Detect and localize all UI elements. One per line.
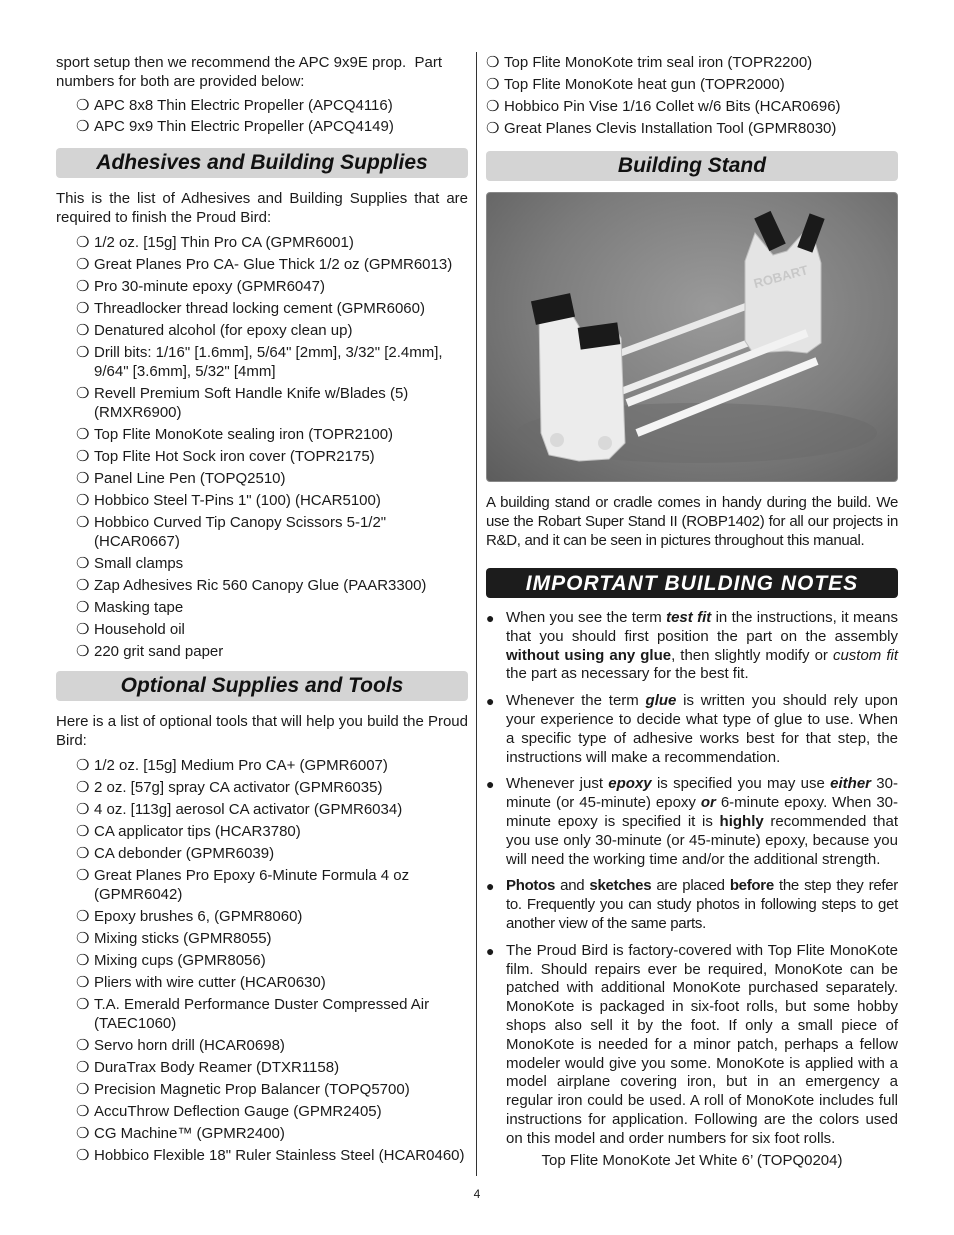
list-item: ❍ Hobbico Steel T-Pins 1" (100) (HCAR5100) [76,492,381,509]
list-item: ❍ 1/2 oz. [15g] Thin Pro CA (GPMR6001) [76,234,354,251]
list-item: ❍ Great Planes Pro Epoxy 6-Minute Formula 4 oz (GPMR6042) [76,867,410,903]
important-notes-heading: IMPORTANT BUILDING NOTES [486,568,898,598]
list-item: ● Photos and sketches are placed before the step they refer to. Frequently you can study photos in following steps to get another view of the same parts. [486,877,898,932]
optional-list [56,756,468,1165]
list-item: ● Whenever just epoxy is specified you may use either 30-minute (or 45-minute) epoxy or 6-minute epoxy. When 30-minute epoxy is specified it is highly recommended that you use only 30-minute (or 45-minute) epoxy, because you will need the working time and/or the additional strength. [486,775,898,868]
intro-line-2: numbers for both are provided below: [56,73,305,90]
adhesives-heading: Adhesives and Building Supplies [56,148,468,178]
list-item: ❍ Top Flite MonoKote heat gun (TOPR2000) [486,76,785,93]
list-item: ❍ AccuThrow Deflection Gauge (GPMR2405) [76,1103,382,1120]
monokote-color-line: Top Flite MonoKote Jet White 6’ (TOPQ0204) [541,1152,843,1169]
checkbox-icon: ❍ [76,823,90,840]
checkbox-icon: ❍ [76,117,90,135]
checkbox-icon: ❍ [76,974,90,991]
list-item: ❍ Epoxy brushes 6, (GPMR8060) [76,908,303,925]
stand-knob [598,436,612,450]
adhesives-intro: This is the list of Adhesives and Building Supplies that are required to finish the Proud Bird: [56,190,468,226]
checkbox-icon: ❍ [76,426,90,443]
adhesives-list [56,233,468,661]
checkbox-icon: ❍ [76,1147,90,1164]
building-stand-heading: Building Stand [486,151,898,181]
checkbox-icon: ❍ [76,234,90,251]
page-number: 4 [473,1187,481,1201]
checkbox-icon: ❍ [76,801,90,818]
list-item: ❍ Great Planes Pro CA- Glue Thick 1/2 oz (GPMR6013) [76,256,453,273]
checkbox-icon: ❍ [76,97,90,114]
list-item: ❍ CG Machine™ (GPMR2400) [76,1125,285,1142]
checkbox-icon: ❍ [76,621,90,638]
checkbox-icon: ❍ [76,1081,90,1098]
checkbox-icon: ❍ [76,322,90,339]
checkbox-icon: ❍ [76,514,90,531]
intro-line-1: sport setup then we recommend the APC 9x9E prop. Part [56,54,443,71]
bullet-icon: ● [486,610,495,626]
list-item: ❍ DuraTrax Body Reamer (DTXR1158) [76,1059,340,1076]
list-item: ❍ CA applicator tips (HCAR3780) [76,823,301,840]
list-item: ❍ 4 oz. [113g] aerosol CA activator (GPMR6034) [76,801,403,818]
list-item: ❍ Masking tape [76,599,184,616]
checkbox-icon: ❍ [76,643,90,660]
list-item: ❍ Hobbico Curved Tip Canopy Scissors 5-1/2" (HCAR0667) [76,514,387,550]
list-item: ❍ Pro 30-minute epoxy (GPMR6047) [76,278,325,295]
list-item: ❍ Pliers with wire cutter (HCAR0630) [76,974,326,991]
list-item: ❍ 2 oz. [57g] spray CA activator (GPMR6035) [76,779,383,796]
checkbox-icon: ❍ [76,577,90,594]
list-item: ❍ Top Flite Hot Sock iron cover (TOPR2175) [76,448,375,465]
list-item: ❍ Top Flite MonoKote trim seal iron (TOPR2200) [486,54,813,71]
important-notes-list [486,609,898,1149]
list-item: ❍ Zap Adhesives Ric 560 Canopy Glue (PAAR3300) [76,577,427,594]
propeller-list [56,96,468,137]
checkbox-icon: ❍ [76,448,90,465]
bullet-icon: ● [486,776,495,793]
checkbox-icon: ❍ [76,757,90,774]
column-divider [476,52,477,1176]
building-stand-caption: A building stand or cradle comes in handy during the build. We use the Robart Super Stand II (ROBP1402) for all our projects in R&D, and it can be seen in pictures throughout this manual. [486,494,898,549]
bullet-icon: ● [486,878,495,895]
checkbox-icon: ❍ [486,120,500,137]
intro-paragraph [56,53,468,91]
checkbox-icon: ❍ [76,599,90,616]
stand-knob [550,433,564,447]
checkbox-icon: ❍ [76,1037,90,1054]
checkbox-icon: ❍ [76,470,90,487]
optional-heading: Optional Supplies and Tools [56,671,468,701]
list-item: ❍ Great Planes Clevis Installation Tool (GPMR8030) [486,120,837,137]
stand-brand-text: ROBART [752,262,810,292]
list-item: ❍ Hobbico Flexible 18" Ruler Stainless Steel (HCAR0460) [76,1147,465,1164]
bullet-icon: ● [486,693,495,710]
list-item: ❍ APC 9x9 Thin Electric Propeller (APCQ4149) [56,117,468,138]
checkbox-icon: ❍ [76,952,90,969]
list-item: ❍ Precision Magnetic Prop Balancer (TOPQ5700) [76,1081,410,1098]
list-item: ❍ Panel Line Pen (TOPQ2510) [76,470,286,487]
checkbox-icon: ❍ [76,1125,90,1142]
checkbox-icon: ❍ [76,779,90,796]
building-stand-photo [486,192,898,482]
checkbox-icon: ❍ [76,300,90,317]
list-item: ❍ Servo horn drill (HCAR0698) [76,1037,285,1054]
checkbox-icon: ❍ [76,1103,90,1120]
tools-list [486,53,898,138]
list-item: ❍ Household oil [76,621,185,638]
list-item: ❍ Hobbico Pin Vise 1/16 Collet w/6 Bits (HCAR0696) [486,98,841,115]
list-item: ❍ Denatured alcohol (for epoxy clean up) [76,322,353,339]
list-item: ❍ Drill bits: 1/16" [1.6mm], 5/64" [2mm], 3/32" [2.4mm], 9/64" [3.6mm], 5/32" [4mm] [76,344,443,380]
optional-intro: Here is a list of optional tools that will help you build the Proud Bird: [56,713,468,749]
list-item: ❍ 220 grit sand paper [76,643,224,660]
list-item: ● Whenever the term glue is written you should rely upon your experience to decide what type of glue to use. When a specific type of adhesive works best for that step, the instructions will make a recommendation. [486,692,898,766]
checkbox-icon: ❍ [76,845,90,862]
list-item: ❍ Revell Premium Soft Handle Knife w/Blades (5) (RMXR6900) [76,385,409,421]
list-item: ❍ Top Flite MonoKote sealing iron (TOPR2100) [76,426,394,443]
checkbox-icon: ❍ [76,908,90,925]
list-item: ❍ APC 8x8 Thin Electric Propeller (APCQ4116) [56,96,468,117]
checkbox-icon: ❍ [486,98,500,115]
checkbox-icon: ❍ [76,867,90,884]
checkbox-icon: ❍ [486,76,500,93]
checkbox-icon: ❍ [76,278,90,295]
list-item: ❍ T.A. Emerald Performance Duster Compressed Air (TAEC1060) [76,996,430,1032]
checkbox-icon: ❍ [76,930,90,947]
list-item: ❍ Mixing cups (GPMR8056) [76,952,266,969]
list-item: ● When you see the term test fit in the instructions, it means that you should first position the part on the assembly without using any glue, then slightly modify or custom fit the part as necessary for the best fit. [486,609,898,683]
list-item: ❍ CA debonder (GPMR6039) [76,845,275,862]
list-item: ❍ Mixing sticks (GPMR8055) [76,930,272,947]
checkbox-icon: ❍ [76,996,90,1013]
checkbox-icon: ❍ [76,1059,90,1076]
checkbox-icon: ❍ [486,54,500,71]
building-stand-illustration [487,193,897,481]
checkbox-icon: ❍ [76,256,90,273]
checkbox-icon: ❍ [76,555,90,572]
list-item: ● The Proud Bird is factory-covered with Top Flite MonoKote film. Should repairs ever be required, MonoKote can be patched with additional MonoKote purchased separately. MonoKote is packaged in six-foot rolls, but some hobby shops also sell it by the foot. If only a small piece of MonoKote is needed for a minor patch, perhaps a fellow modeler would give you some. MonoKote is applied with a model airplane covering iron, but in an emergency a regular iron could be used. A roll of MonoKote includes full instructions for application. Following are the colors used on this model and order numbers for six foot rolls. [486,941,898,1147]
list-item: ❍ Threadlocker thread locking cement (GPMR6060) [76,300,425,317]
list-item: ❍ 1/2 oz. [15g] Medium Pro CA+ (GPMR6007) [76,757,388,774]
checkbox-icon: ❍ [76,492,90,509]
stand-pad [797,213,824,252]
bullet-icon: ● [486,942,495,959]
checkbox-icon: ❍ [76,344,90,361]
checkbox-icon: ❍ [76,385,90,402]
list-item: ❍ Small clamps [76,555,184,572]
